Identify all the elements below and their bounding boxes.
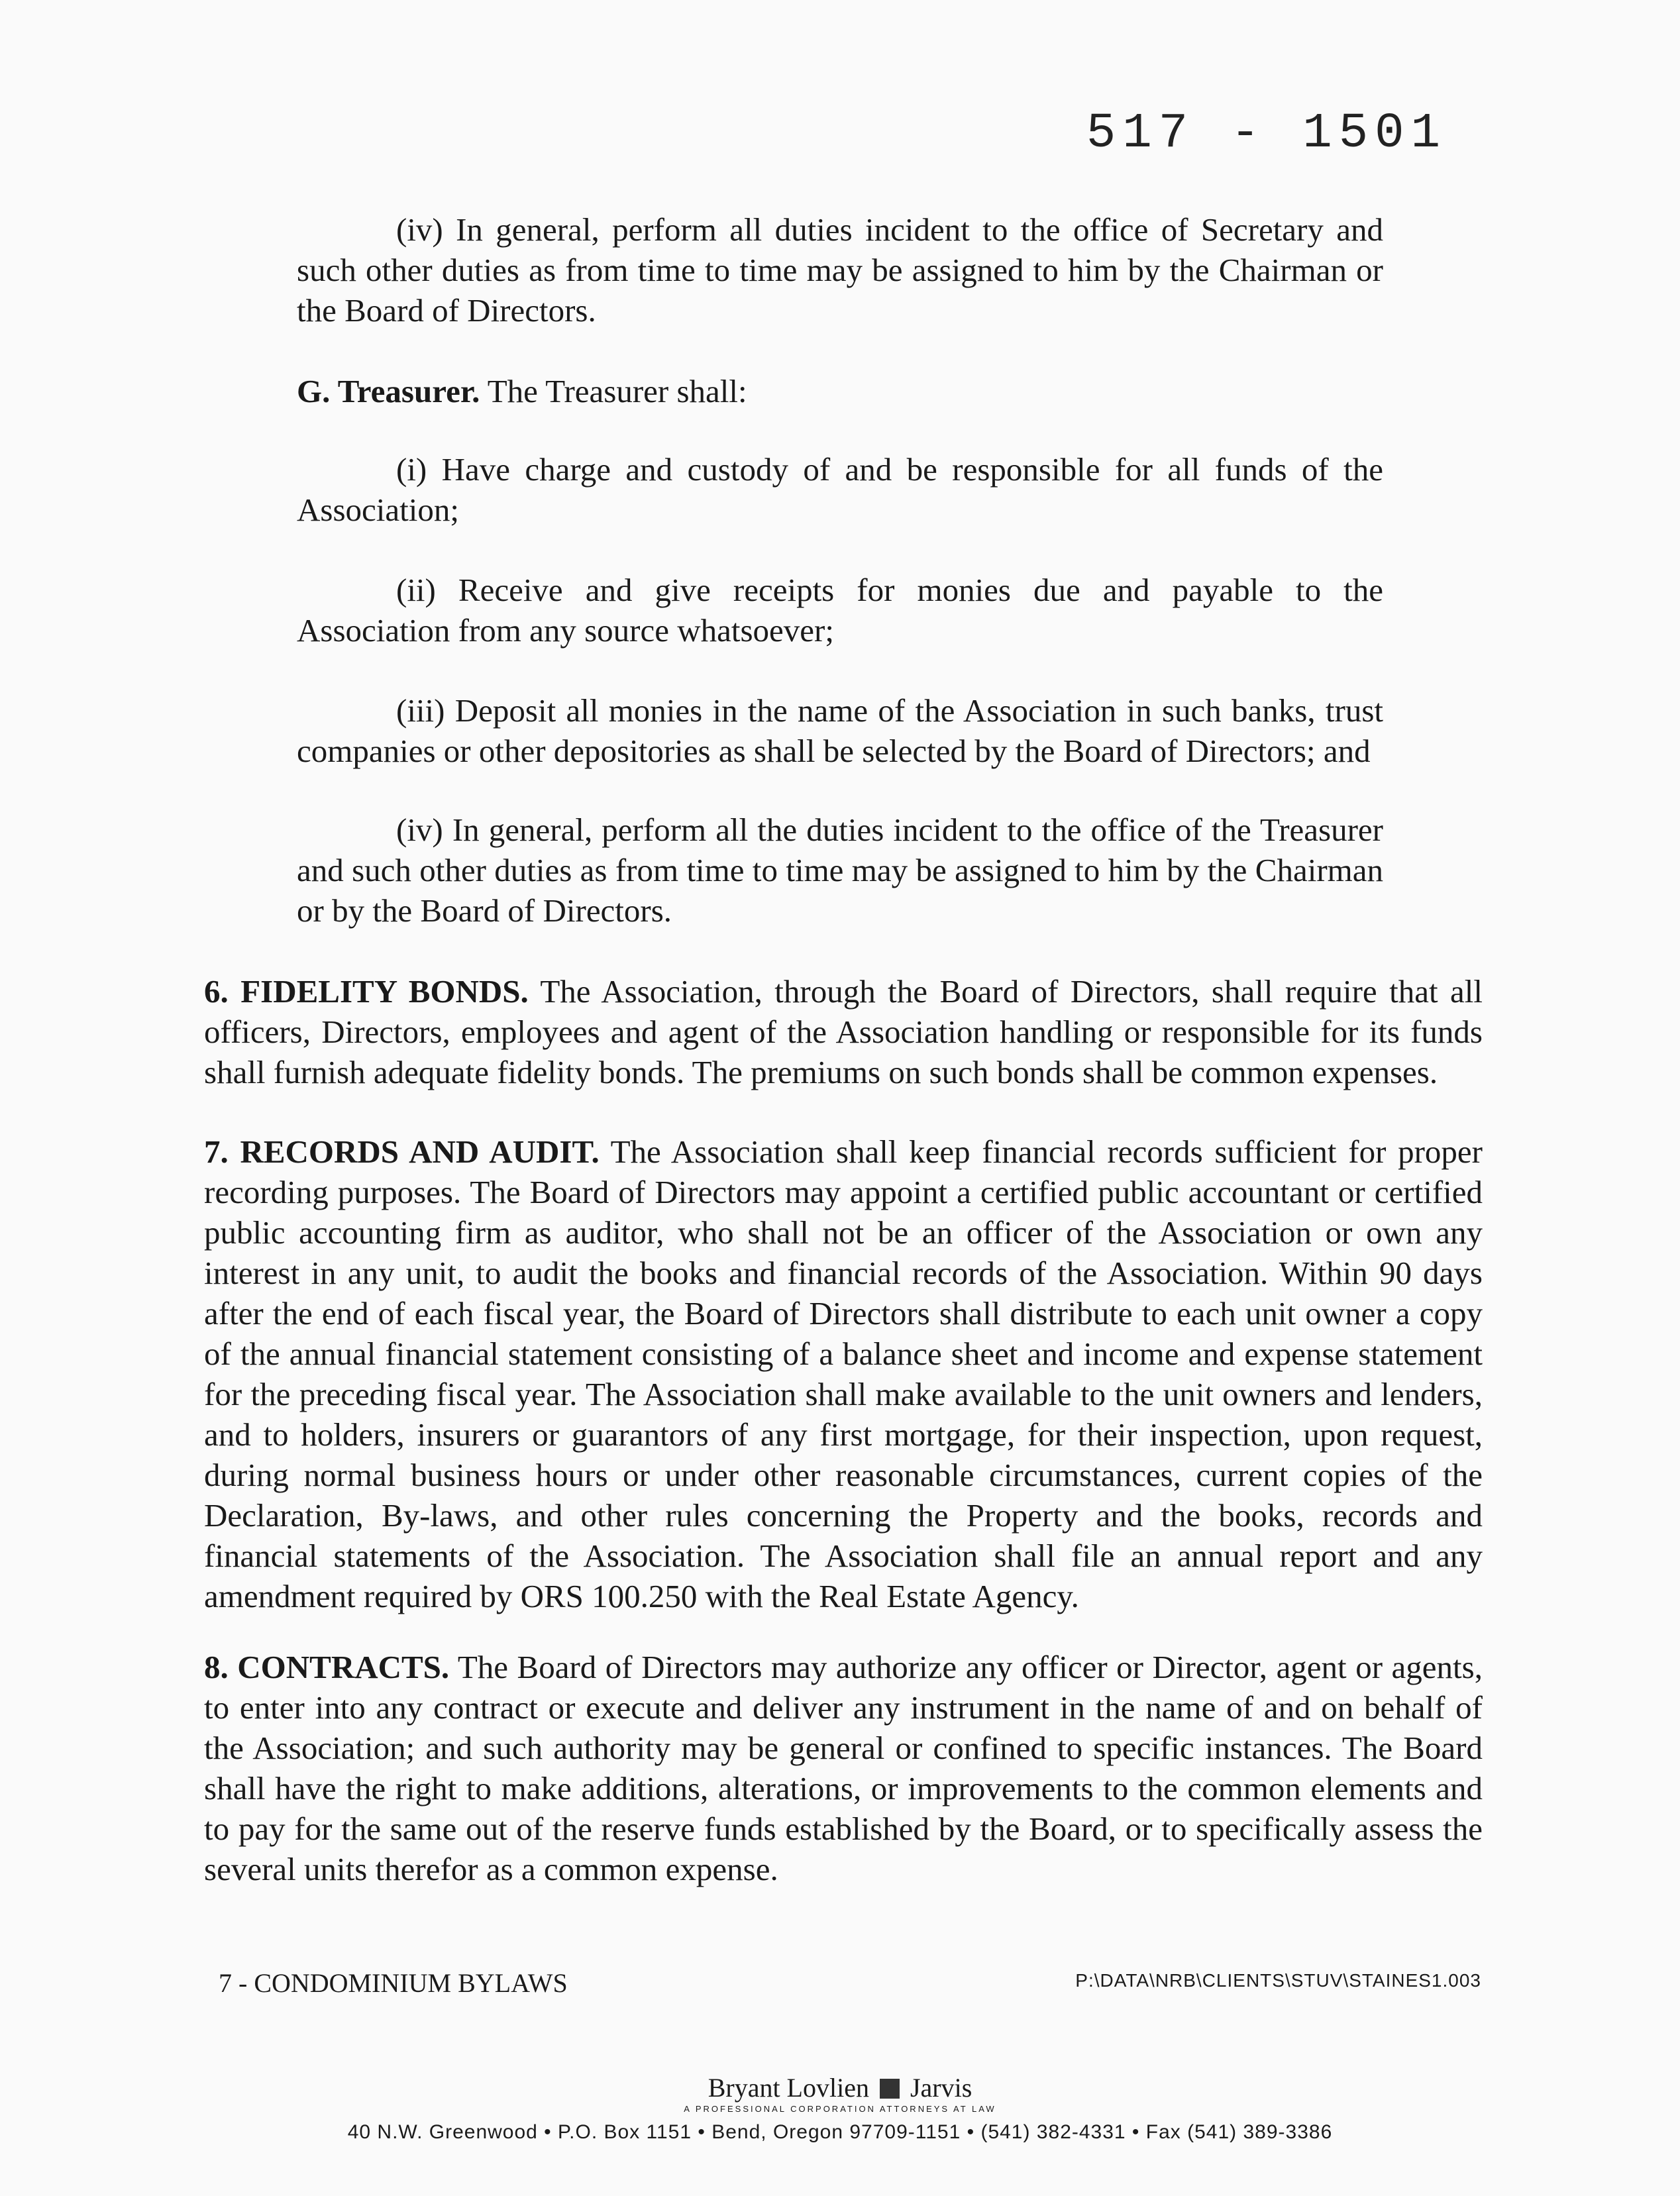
paragraph-text: (iii) Deposit all monies in the name of the Association in such banks, trust companies or other depositories as shall be selected by the Board of Directors; and <box>297 692 1383 769</box>
paragraph-g-i <box>297 449 1383 530</box>
firm-name-part1: Bryant Lovlien <box>708 2073 869 2103</box>
paragraph-g-iii <box>297 690 1383 771</box>
footer-page-label: 7 - CONDOMINIUM BYLAWS <box>219 1968 568 1998</box>
footer-file-path: P:\DATA\NRB\CLIENTS\STUV\STAINES1.003 <box>1075 1970 1481 1991</box>
section-7-records-and-audit <box>204 1131 1483 1616</box>
paragraph-text: (i) Have charge and custody of and be responsible for all funds of the Association; <box>297 451 1383 528</box>
section-text: The Treasurer shall: <box>487 373 747 409</box>
section-heading: 8. CONTRACTS. <box>204 1649 450 1685</box>
section-text: The Board of Directors may authorize any officer or Director, agent or agents, to enter into any contract or execute and deliver any instrument in the name of and on behalf of the Association; and such authority may be general or confined to specific instances. The Board shall have the right to make additions, alterations, or improvements to the common elements and to pay for the same out of the reserve funds established by the Board, or to specifically assess the several units therefor as a common expense. <box>204 1649 1483 1887</box>
letterhead-address: 40 N.W. Greenwood • P.O. Box 1151 • Bend, Oregon 97709-1151 • (541) 382-4331 • Fax (541) 389-3386 <box>347 2121 1333 2143</box>
firm-logo-icon <box>880 2079 900 2099</box>
letterhead-firm-name <box>0 2072 1680 2103</box>
section-8-contracts <box>204 1647 1483 1889</box>
section-text: The Association, through the Board of Directors, shall require that all officers, Directors, employees and agent of the Association handling or responsible for its funds shall furnish adequate fidelity bonds. The premiums on such bonds shall be common expenses. <box>204 973 1483 1090</box>
paragraph-g-ii <box>297 570 1383 651</box>
section-heading: G. Treasurer. <box>297 373 480 409</box>
section-g-heading <box>297 371 1383 411</box>
paragraph-g-iv <box>297 810 1383 931</box>
section-6-fidelity-bonds <box>204 971 1483 1092</box>
section-heading: 6. FIDELITY BONDS. <box>204 973 529 1010</box>
document-number: 517 - 1501 <box>1086 106 1447 162</box>
paragraph-f-iv <box>297 209 1383 331</box>
paragraph-text: (iv) In general, perform all the duties incident to the office of the Treasurer and such other duties as from time to time may be assigned to him by the Chairman or by the Board of Directors. <box>297 811 1383 929</box>
paragraph-text: (iv) In general, perform all duties incident to the office of Secretary and such other duties as from time to time may be assigned to him by the Chairman or the Board of Directors. <box>297 211 1383 329</box>
firm-name-part2: Jarvis <box>910 2073 972 2103</box>
section-text: The Association shall keep financial records sufficient for proper recording purposes. The Board of Directors may appoint a certified public accountant or certified public accounting firm as auditor, who shall not be an officer of the Association or own any interest in any unit, to audit the books and financial records of the Association. Within 90 days after the end of each fiscal year, the Board of Directors shall distribute to each unit owner a copy of the annual financial statement consisting of a balance sheet and income and expense statement for the preceding fiscal year. The Association shall make available to the unit owners and lenders, and to holders, insurers or guarantors of any first mortgage, for their inspection, upon request, during normal business hours or under other reasonable circumstances, current copies of the Declaration, By-laws, and other rules concerning the Property and the books, records and financial statements of the Association. The Association shall file an annual report and any amendment required by ORS 100.250 with the Real Estate Agency. <box>204 1133 1483 1614</box>
section-heading: 7. RECORDS AND AUDIT. <box>204 1133 600 1170</box>
paragraph-text: (ii) Receive and give receipts for monies due and payable to the Association from any source whatsoever; <box>297 572 1383 649</box>
letterhead-subtitle: A PROFESSIONAL CORPORATION ATTORNEYS AT LAW <box>684 2104 996 2114</box>
